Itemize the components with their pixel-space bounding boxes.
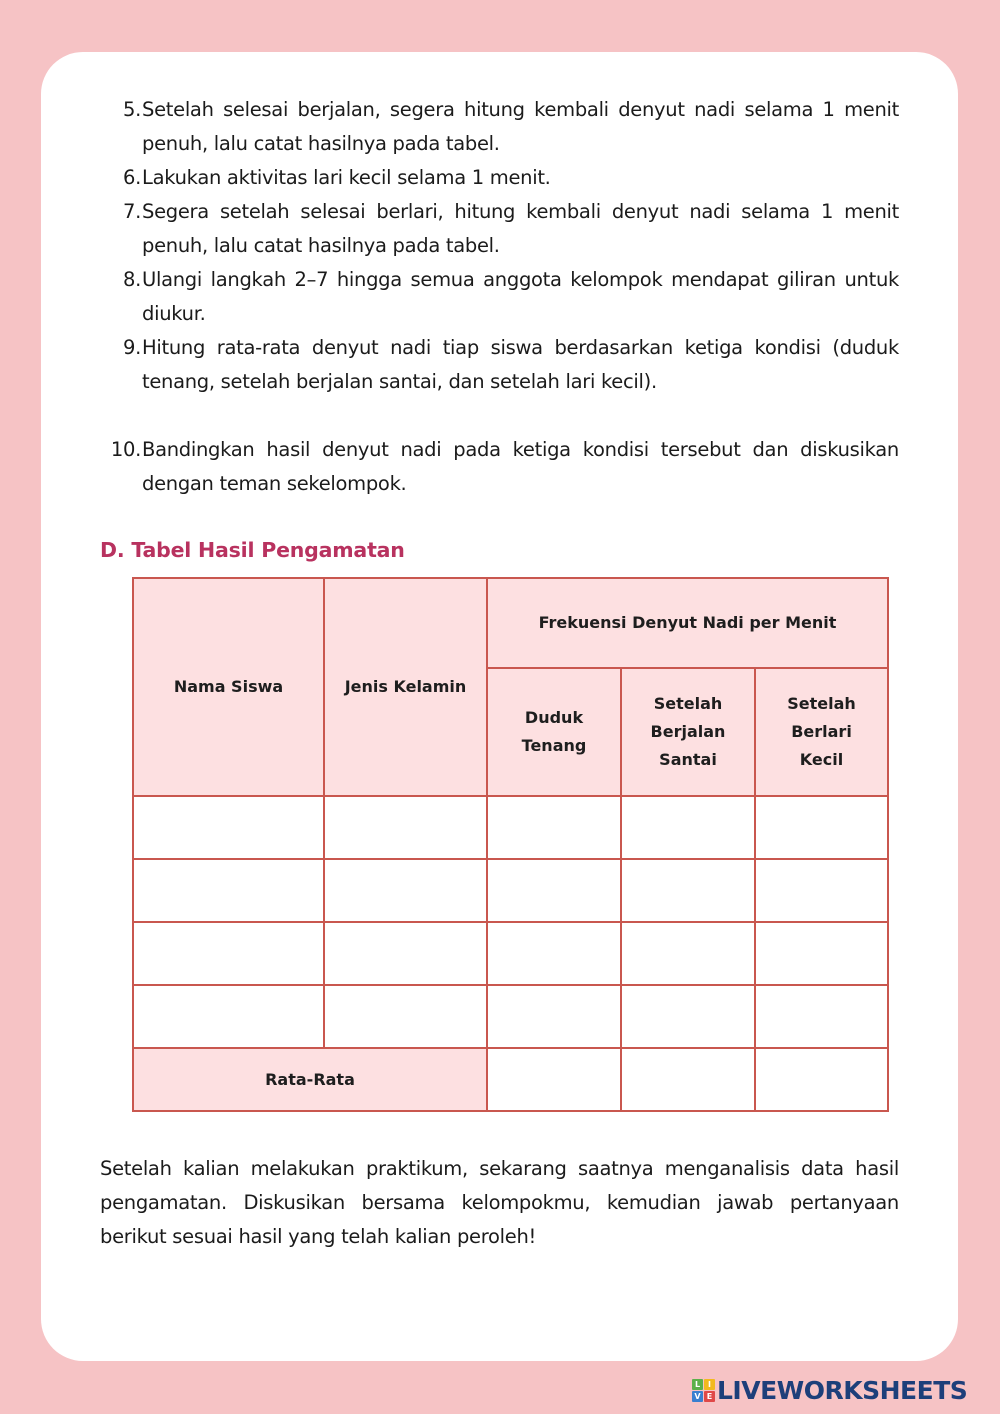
cell-setelah-berjalan[interactable] [621, 985, 755, 1048]
step-number: 5. [122, 98, 141, 121]
cell-nama-siswa[interactable] [133, 922, 324, 985]
step-text: Bandingkan hasil denyut nadi pada ketiga kondisi tersebut dan diskusikan dengan teman sekelompok. [142, 438, 899, 495]
header-jenis-kelamin: Jenis Kelamin [324, 578, 487, 796]
cell-nama-siswa[interactable] [133, 985, 324, 1048]
step-text: Lakukan aktivitas lari kecil selama 1 menit. [142, 166, 551, 189]
header-nama-siswa: Nama Siswa [133, 578, 324, 796]
table-row [133, 985, 888, 1048]
cell-setelah-berlari[interactable] [755, 796, 888, 859]
step-number: 9. [122, 336, 141, 359]
step-text: Segera setelah selesai berlari, hitung kembali denyut nadi selama 1 menit penuh, lalu catat hasilnya pada tabel. [142, 200, 899, 257]
step-number: 10. [110, 438, 141, 461]
cell-average-duduk-tenang[interactable] [487, 1048, 621, 1111]
worksheet-card [41, 52, 958, 1361]
liveworksheets-logo[interactable] [692, 1376, 967, 1405]
cell-average-setelah-berlari[interactable] [755, 1048, 888, 1111]
cell-jenis-kelamin[interactable] [324, 922, 487, 985]
header-setelah-berjalan-santai-label: Setelah Berjalan Santai [650, 694, 726, 769]
header-setelah-berlari-kecil-label: Setelah Berlari Kecil [787, 694, 856, 769]
header-setelah-berlari-kecil [755, 668, 888, 796]
cell-duduk-tenang[interactable] [487, 859, 621, 922]
average-label: Rata-Rata [133, 1048, 487, 1111]
cell-setelah-berlari[interactable] [755, 985, 888, 1048]
logo-tile-i: I [704, 1379, 715, 1390]
logo-wordmark: LIVEWORKSHEETS [717, 1376, 968, 1405]
step-text: Ulangi langkah 2–7 hingga semua anggota kelompok mendapat giliran untuk diukur. [142, 268, 899, 325]
cell-nama-siswa[interactable] [133, 859, 324, 922]
step-number: 7. [122, 200, 141, 223]
average-row [133, 1048, 888, 1111]
observation-table [132, 577, 889, 1112]
table-header-row [133, 578, 888, 668]
logo-icon [692, 1379, 715, 1402]
logo-tile-e: E [704, 1391, 715, 1402]
cell-setelah-berjalan[interactable] [621, 859, 755, 922]
step-number: 8. [122, 268, 141, 291]
header-frekuensi-group: Frekuensi Denyut Nadi per Menit [487, 578, 888, 668]
section-heading: D. Tabel Hasil Pengamatan [100, 538, 405, 562]
header-duduk-tenang [487, 668, 621, 796]
cell-nama-siswa[interactable] [133, 796, 324, 859]
header-duduk-tenang-label: Duduk Tenang [521, 708, 587, 755]
cell-setelah-berjalan[interactable] [621, 796, 755, 859]
step-text: Setelah selesai berjalan, segera hitung kembali denyut nadi selama 1 menit penuh, lalu catat hasilnya pada tabel. [142, 98, 899, 155]
cell-setelah-berlari[interactable] [755, 922, 888, 985]
table-row [133, 922, 888, 985]
cell-setelah-berlari[interactable] [755, 859, 888, 922]
table-row [133, 796, 888, 859]
cell-duduk-tenang[interactable] [487, 796, 621, 859]
step-text: Hitung rata-rata denyut nadi tiap siswa berdasarkan ketiga kondisi (duduk tenang, setelah berjalan santai, dan setelah lari kecil). [142, 336, 899, 393]
logo-tile-l: L [692, 1379, 703, 1390]
cell-jenis-kelamin[interactable] [324, 796, 487, 859]
table-row [133, 859, 888, 922]
cell-jenis-kelamin[interactable] [324, 859, 487, 922]
logo-tile-v: V [692, 1391, 703, 1402]
cell-duduk-tenang[interactable] [487, 985, 621, 1048]
step-number: 6. [122, 166, 141, 189]
cell-average-setelah-berjalan[interactable] [621, 1048, 755, 1111]
cell-setelah-berjalan[interactable] [621, 922, 755, 985]
cell-jenis-kelamin[interactable] [324, 985, 487, 1048]
header-setelah-berjalan-santai [621, 668, 755, 796]
cell-duduk-tenang[interactable] [487, 922, 621, 985]
closing-paragraph: Setelah kalian melakukan praktikum, sekarang saatnya menganalisis data hasil pengamatan. Diskusikan bersama kelompokmu, kemudian jawab pertanyaan berikut sesuai hasil yang telah kalian peroleh! [100, 1157, 899, 1248]
